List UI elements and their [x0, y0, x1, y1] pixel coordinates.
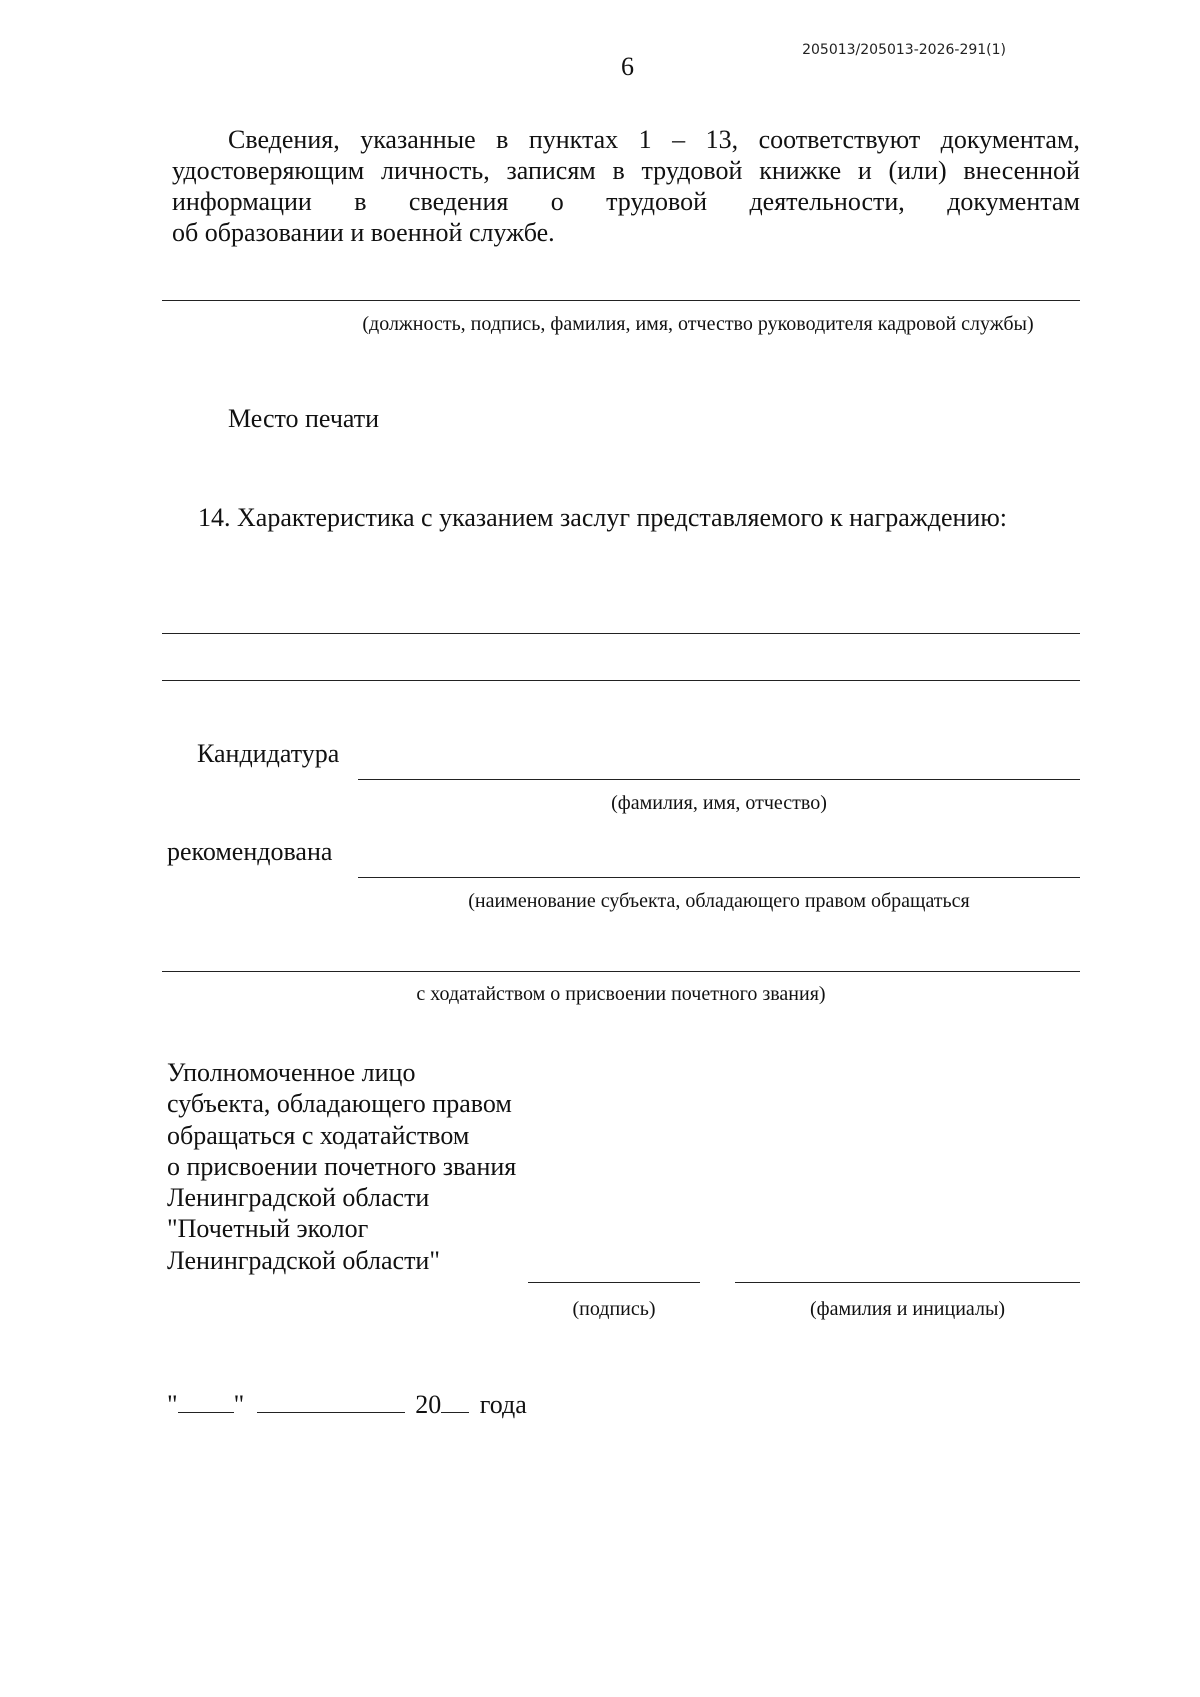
- stamp-place-label: Место печати: [228, 404, 380, 433]
- year-blank: [441, 1390, 469, 1413]
- authorized-person-block: [167, 1057, 516, 1276]
- word: указанные: [360, 125, 476, 154]
- open-quote: ": [167, 1390, 178, 1419]
- word: записям: [506, 156, 596, 185]
- hr-signature-line: [162, 300, 1080, 301]
- characteristic-line-2: [162, 680, 1080, 681]
- authorized-line: Ленинградской области: [167, 1183, 430, 1213]
- word: трудовой: [641, 156, 743, 185]
- recommending-entity-line: [358, 877, 1080, 878]
- year-prefix: 20: [415, 1390, 442, 1419]
- signature-caption: (подпись): [572, 1298, 656, 1320]
- recommending-entity-line-2: [162, 971, 1080, 972]
- year-suffix: года: [479, 1390, 527, 1419]
- word: документам,: [940, 125, 1080, 154]
- page-number: 6: [621, 52, 634, 81]
- word: информации: [172, 187, 312, 216]
- document-code: 205013/205013-2026-291(1): [802, 42, 1006, 58]
- candidate-caption: (фамилия, имя, отчество): [611, 792, 827, 814]
- close-quote: ": [233, 1390, 245, 1419]
- intro-line-4: [172, 217, 1080, 248]
- word: 13,: [705, 125, 739, 154]
- word: –: [672, 125, 686, 154]
- recommending-entity-caption: (наименование субъекта, обладающего правом обращаться: [468, 890, 970, 912]
- word: внесенной: [963, 156, 1080, 185]
- word: (или): [888, 156, 947, 185]
- word: документам: [947, 187, 1080, 216]
- authorized-line: о присвоении почетного звания: [167, 1151, 517, 1181]
- signature-line: [528, 1282, 700, 1283]
- intro-line-2: [172, 155, 1080, 186]
- intro-line-3: [172, 186, 1080, 217]
- word: в: [496, 125, 509, 154]
- month-blank: [257, 1390, 405, 1413]
- word: личность,: [380, 156, 490, 185]
- authorized-line: субъекта, обладающего правом: [167, 1089, 512, 1119]
- recommended-label: рекомендована: [167, 837, 333, 866]
- word: о: [550, 187, 564, 216]
- word: пунктах: [528, 125, 619, 154]
- characteristic-line-1: [162, 633, 1080, 634]
- candidate-label: Кандидатура: [197, 739, 340, 768]
- authorized-line: обращаться с ходатайством: [167, 1120, 470, 1150]
- candidate-name-line: [358, 779, 1080, 780]
- word: книжке: [759, 156, 842, 185]
- word: в: [354, 187, 367, 216]
- authorized-line: Ленинградской области": [167, 1245, 440, 1275]
- word: 1: [638, 125, 652, 154]
- recommending-entity-caption-2: с ходатайством о присвоении почетного звания): [416, 983, 826, 1005]
- word: об образовании и военной службе.: [172, 218, 555, 247]
- authorized-line: "Почетный эколог: [167, 1214, 369, 1244]
- word: удостоверяющим: [172, 156, 365, 185]
- word: соответствуют: [758, 125, 921, 154]
- date-row: [167, 1390, 527, 1420]
- day-blank: [178, 1390, 234, 1413]
- word: в: [612, 156, 625, 185]
- section-14-heading: 14. Характеристика с указанием заслуг представляемого к награждению:: [198, 503, 1007, 532]
- authorized-line: Уполномоченное лицо: [167, 1058, 416, 1087]
- intro-line-1: [172, 124, 1080, 155]
- word: Сведения,: [228, 125, 340, 154]
- word: трудовой: [606, 187, 708, 216]
- name-initials-line: [735, 1282, 1080, 1283]
- hr-signature-caption: (должность, подпись, фамилия, имя, отчество руководителя кадровой службы): [362, 313, 1034, 335]
- name-initials-caption: (фамилия и инициалы): [809, 1298, 1006, 1320]
- word: и: [857, 156, 872, 185]
- word: деятельности,: [749, 187, 905, 216]
- intro-paragraph: [172, 124, 1080, 248]
- word: сведения: [408, 187, 509, 216]
